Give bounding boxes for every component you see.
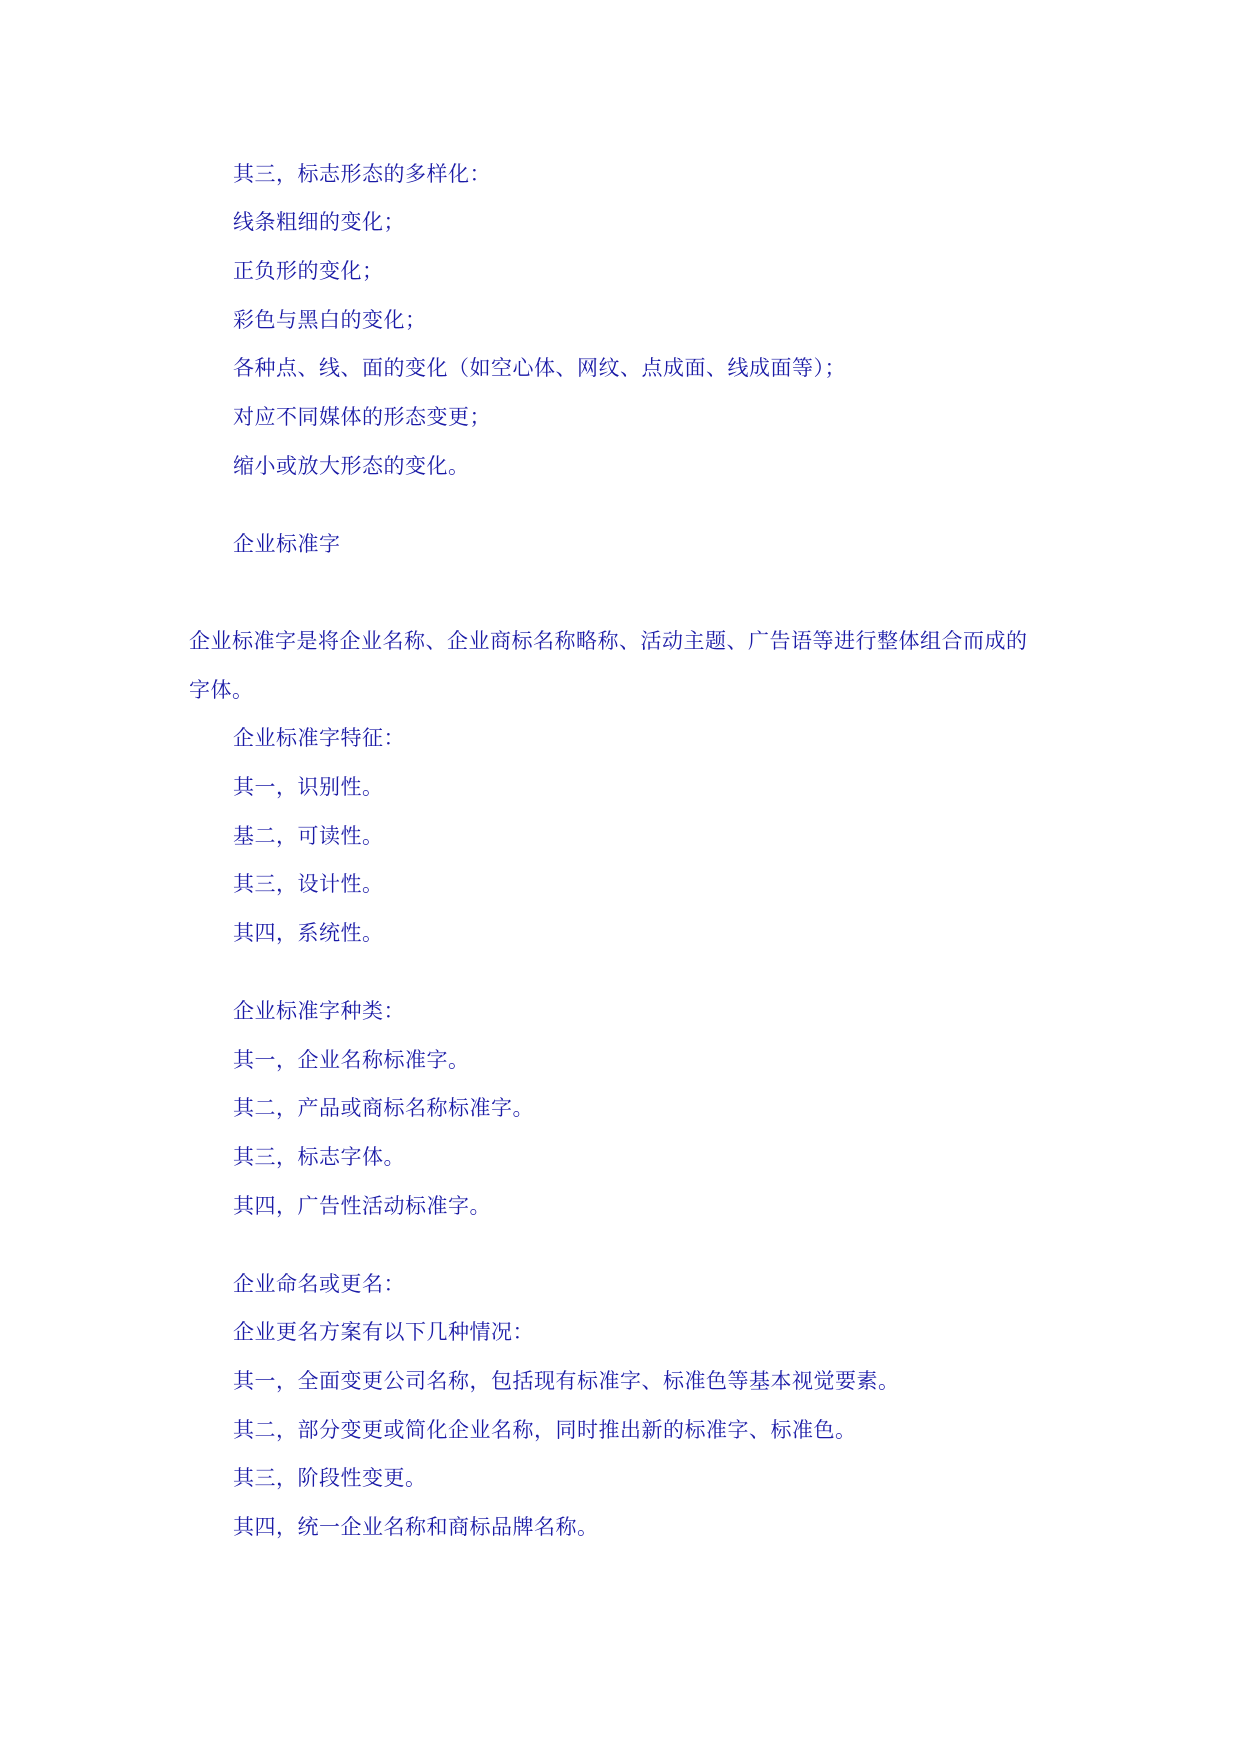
section1-line-2: 线条粗细的变化； bbox=[233, 210, 405, 234]
section4-item-4: 其四，统一企业名称和商标品牌名称。 bbox=[233, 1515, 599, 1539]
section1-line-1: 其三，标志形态的多样化： bbox=[233, 162, 491, 186]
section2-features-heading: 企业标准字特征： bbox=[233, 726, 405, 750]
section1-line-5: 各种点、线、面的变化（如空心体、网纹、点成面、线成面等）； bbox=[233, 356, 846, 380]
section2-paragraph-line-1: 企业标准字是将企业名称、企业商标名称略称、活动主题、广告语等进行整体组合而成的 bbox=[189, 629, 1028, 653]
section2-feature-1: 其一，识别性。 bbox=[233, 775, 384, 799]
section3-item-4: 其四，广告性活动标准字。 bbox=[233, 1194, 491, 1218]
section2-feature-2: 基二，可读性。 bbox=[233, 824, 384, 848]
section1-line-3: 正负形的变化； bbox=[233, 259, 384, 283]
section4-item-2: 其二，部分变更或简化企业名称，同时推出新的标准字、标准色。 bbox=[233, 1418, 857, 1442]
section3-heading: 企业标准字种类： bbox=[233, 999, 405, 1023]
section3-item-2: 其二，产品或商标名称标准字。 bbox=[233, 1096, 534, 1120]
section2-feature-3: 其三，设计性。 bbox=[233, 872, 384, 896]
section3-item-3: 其三，标志字体。 bbox=[233, 1145, 405, 1169]
section1-line-6: 对应不同媒体的形态变更； bbox=[233, 405, 491, 429]
section1-line-7: 缩小或放大形态的变化。 bbox=[233, 454, 470, 478]
section4-item-1: 其一，全面变更公司名称，包括现有标准字、标准色等基本视觉要素。 bbox=[233, 1369, 900, 1393]
section4-item-3: 其三，阶段性变更。 bbox=[233, 1466, 427, 1490]
section4-subheading: 企业更名方案有以下几种情况： bbox=[233, 1320, 534, 1344]
section2-paragraph-line-2: 字体。 bbox=[189, 678, 254, 702]
section2-heading: 企业标准字 bbox=[233, 532, 341, 556]
section3-item-1: 其一，企业名称标准字。 bbox=[233, 1048, 470, 1072]
section1-line-4: 彩色与黑白的变化； bbox=[233, 308, 427, 332]
section2-feature-4: 其四，系统性。 bbox=[233, 921, 384, 945]
section4-heading: 企业命名或更名： bbox=[233, 1272, 405, 1296]
